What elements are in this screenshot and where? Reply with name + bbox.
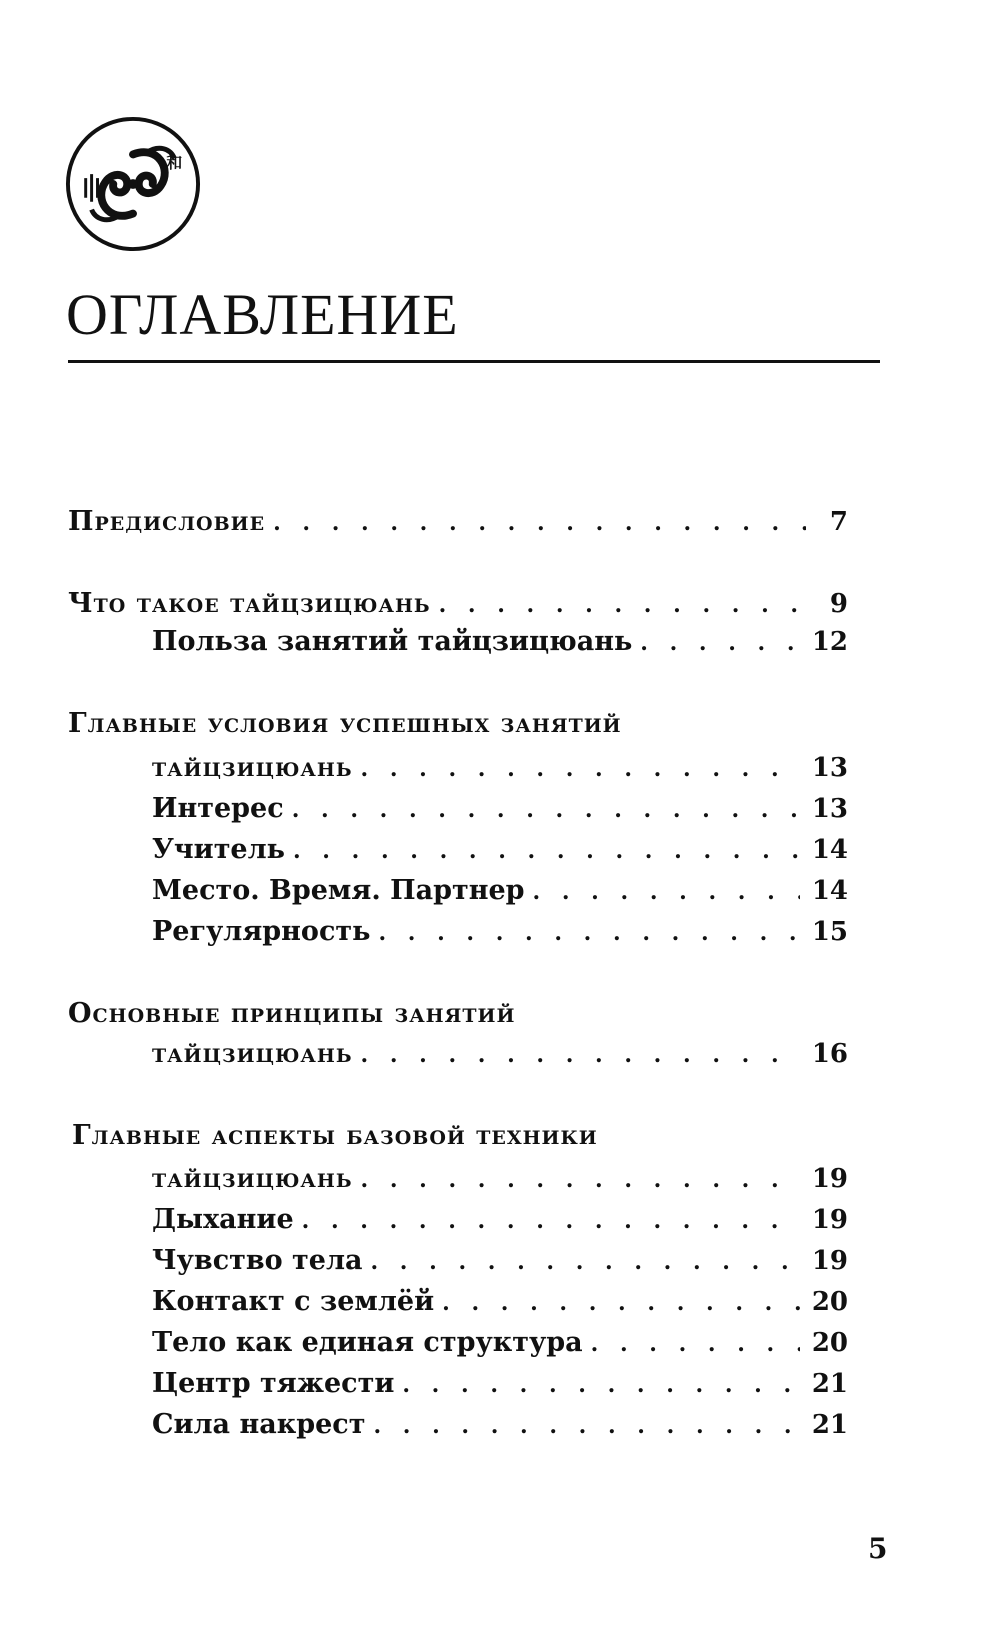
toc-entry-page: 21	[811, 1369, 848, 1399]
toc-entry	[72, 1120, 848, 1154]
toc-entry-label: Сила накрест	[152, 1409, 366, 1440]
toc-leader-dots	[439, 592, 806, 618]
toc-leader-dots	[640, 630, 800, 656]
toc-entry-label: Место. Время. Партнер	[152, 875, 525, 906]
toc-entry-label: Предисловие	[68, 506, 266, 537]
toc-entry	[152, 1245, 848, 1279]
taiji-swirl-emblem-icon	[64, 115, 202, 253]
toc-entry	[152, 1409, 848, 1443]
toc-entry-page: 19	[811, 1164, 848, 1194]
toc-entry-page: 7	[829, 507, 848, 537]
toc-entry-label: Интерес	[152, 793, 284, 824]
toc-leader-dots	[373, 1413, 799, 1439]
toc-entry-label: тайцзицюань	[152, 1038, 353, 1069]
page-number: 5	[868, 1532, 888, 1565]
toc-entry	[152, 626, 848, 660]
toc-entry-page: 14	[811, 876, 848, 906]
toc-leader-dots	[361, 756, 800, 782]
toc-entry-page: 13	[811, 753, 848, 783]
emblem-glyph: 和	[166, 153, 183, 173]
toc-leader-dots	[361, 1167, 800, 1193]
toc-entry-page: 16	[811, 1039, 848, 1069]
toc-entry	[152, 1368, 848, 1402]
toc-entry-page: 19	[811, 1205, 848, 1235]
toc-leader-dots	[293, 838, 800, 864]
toc-entry	[152, 834, 848, 868]
toc-entry-label: Что такое тайцзицюань	[68, 588, 431, 619]
toc-leader-dots	[442, 1290, 800, 1316]
toc-entry-page: 15	[811, 917, 848, 947]
toc-entry-page: 19	[811, 1246, 848, 1276]
toc-leader-dots	[370, 1249, 799, 1275]
toc-entry-label: Основные принципы занятий	[68, 998, 516, 1029]
toc-entry-label: Главные аспекты базовой техники	[72, 1120, 598, 1151]
toc-entry-label: Дыхание	[152, 1204, 294, 1235]
toc-entry-page: 21	[811, 1410, 848, 1440]
page-title: ОГЛАВЛЕНИЕ	[66, 282, 459, 347]
toc-entry	[68, 998, 848, 1032]
toc-entry-label: Главные условия успешных занятий	[68, 708, 622, 739]
toc-entry-label: Учитель	[152, 834, 285, 865]
toc-entry-label: Тело как единая структура	[152, 1327, 583, 1358]
toc-entry-page: 20	[811, 1287, 848, 1317]
toc-entry-label: тайцзицюань	[152, 1163, 353, 1194]
toc-entry-page: 20	[811, 1328, 848, 1358]
toc-entry	[68, 588, 848, 622]
toc-entry-page: 9	[829, 589, 848, 619]
toc-entry	[152, 1327, 848, 1361]
toc-entry-label: тайцзицюань	[152, 752, 353, 783]
toc-leader-dots	[378, 920, 799, 946]
toc-leader-dots	[273, 510, 806, 536]
toc-entry-label: Чувство тела	[152, 1245, 363, 1276]
toc-entry	[152, 1038, 848, 1072]
toc-entry-page: 12	[811, 627, 848, 657]
toc-entry-label: Центр тяжести	[152, 1368, 395, 1399]
toc-entry-label: Контакт с землёй	[152, 1286, 435, 1317]
toc-entry	[152, 793, 848, 827]
toc-entry	[68, 506, 848, 540]
toc-entry-label: Регулярность	[152, 916, 371, 947]
toc-leader-dots	[292, 797, 800, 823]
toc-entry-page: 13	[811, 794, 848, 824]
toc-leader-dots	[533, 879, 800, 905]
toc-entry	[152, 875, 848, 909]
toc-entry	[152, 1286, 848, 1320]
title-divider	[68, 360, 880, 363]
toc-leader-dots	[361, 1042, 800, 1068]
toc-entry	[152, 916, 848, 950]
toc-entry-page: 14	[811, 835, 848, 865]
toc-entry	[152, 1204, 848, 1238]
toc-entry	[152, 752, 848, 786]
toc-entry	[68, 708, 848, 742]
toc-entry	[152, 1163, 848, 1197]
toc-leader-dots	[402, 1372, 799, 1398]
toc-entry-label: Польза занятий тайцзицюань	[152, 626, 633, 657]
toc-leader-dots	[591, 1331, 800, 1357]
toc-leader-dots	[302, 1208, 800, 1234]
